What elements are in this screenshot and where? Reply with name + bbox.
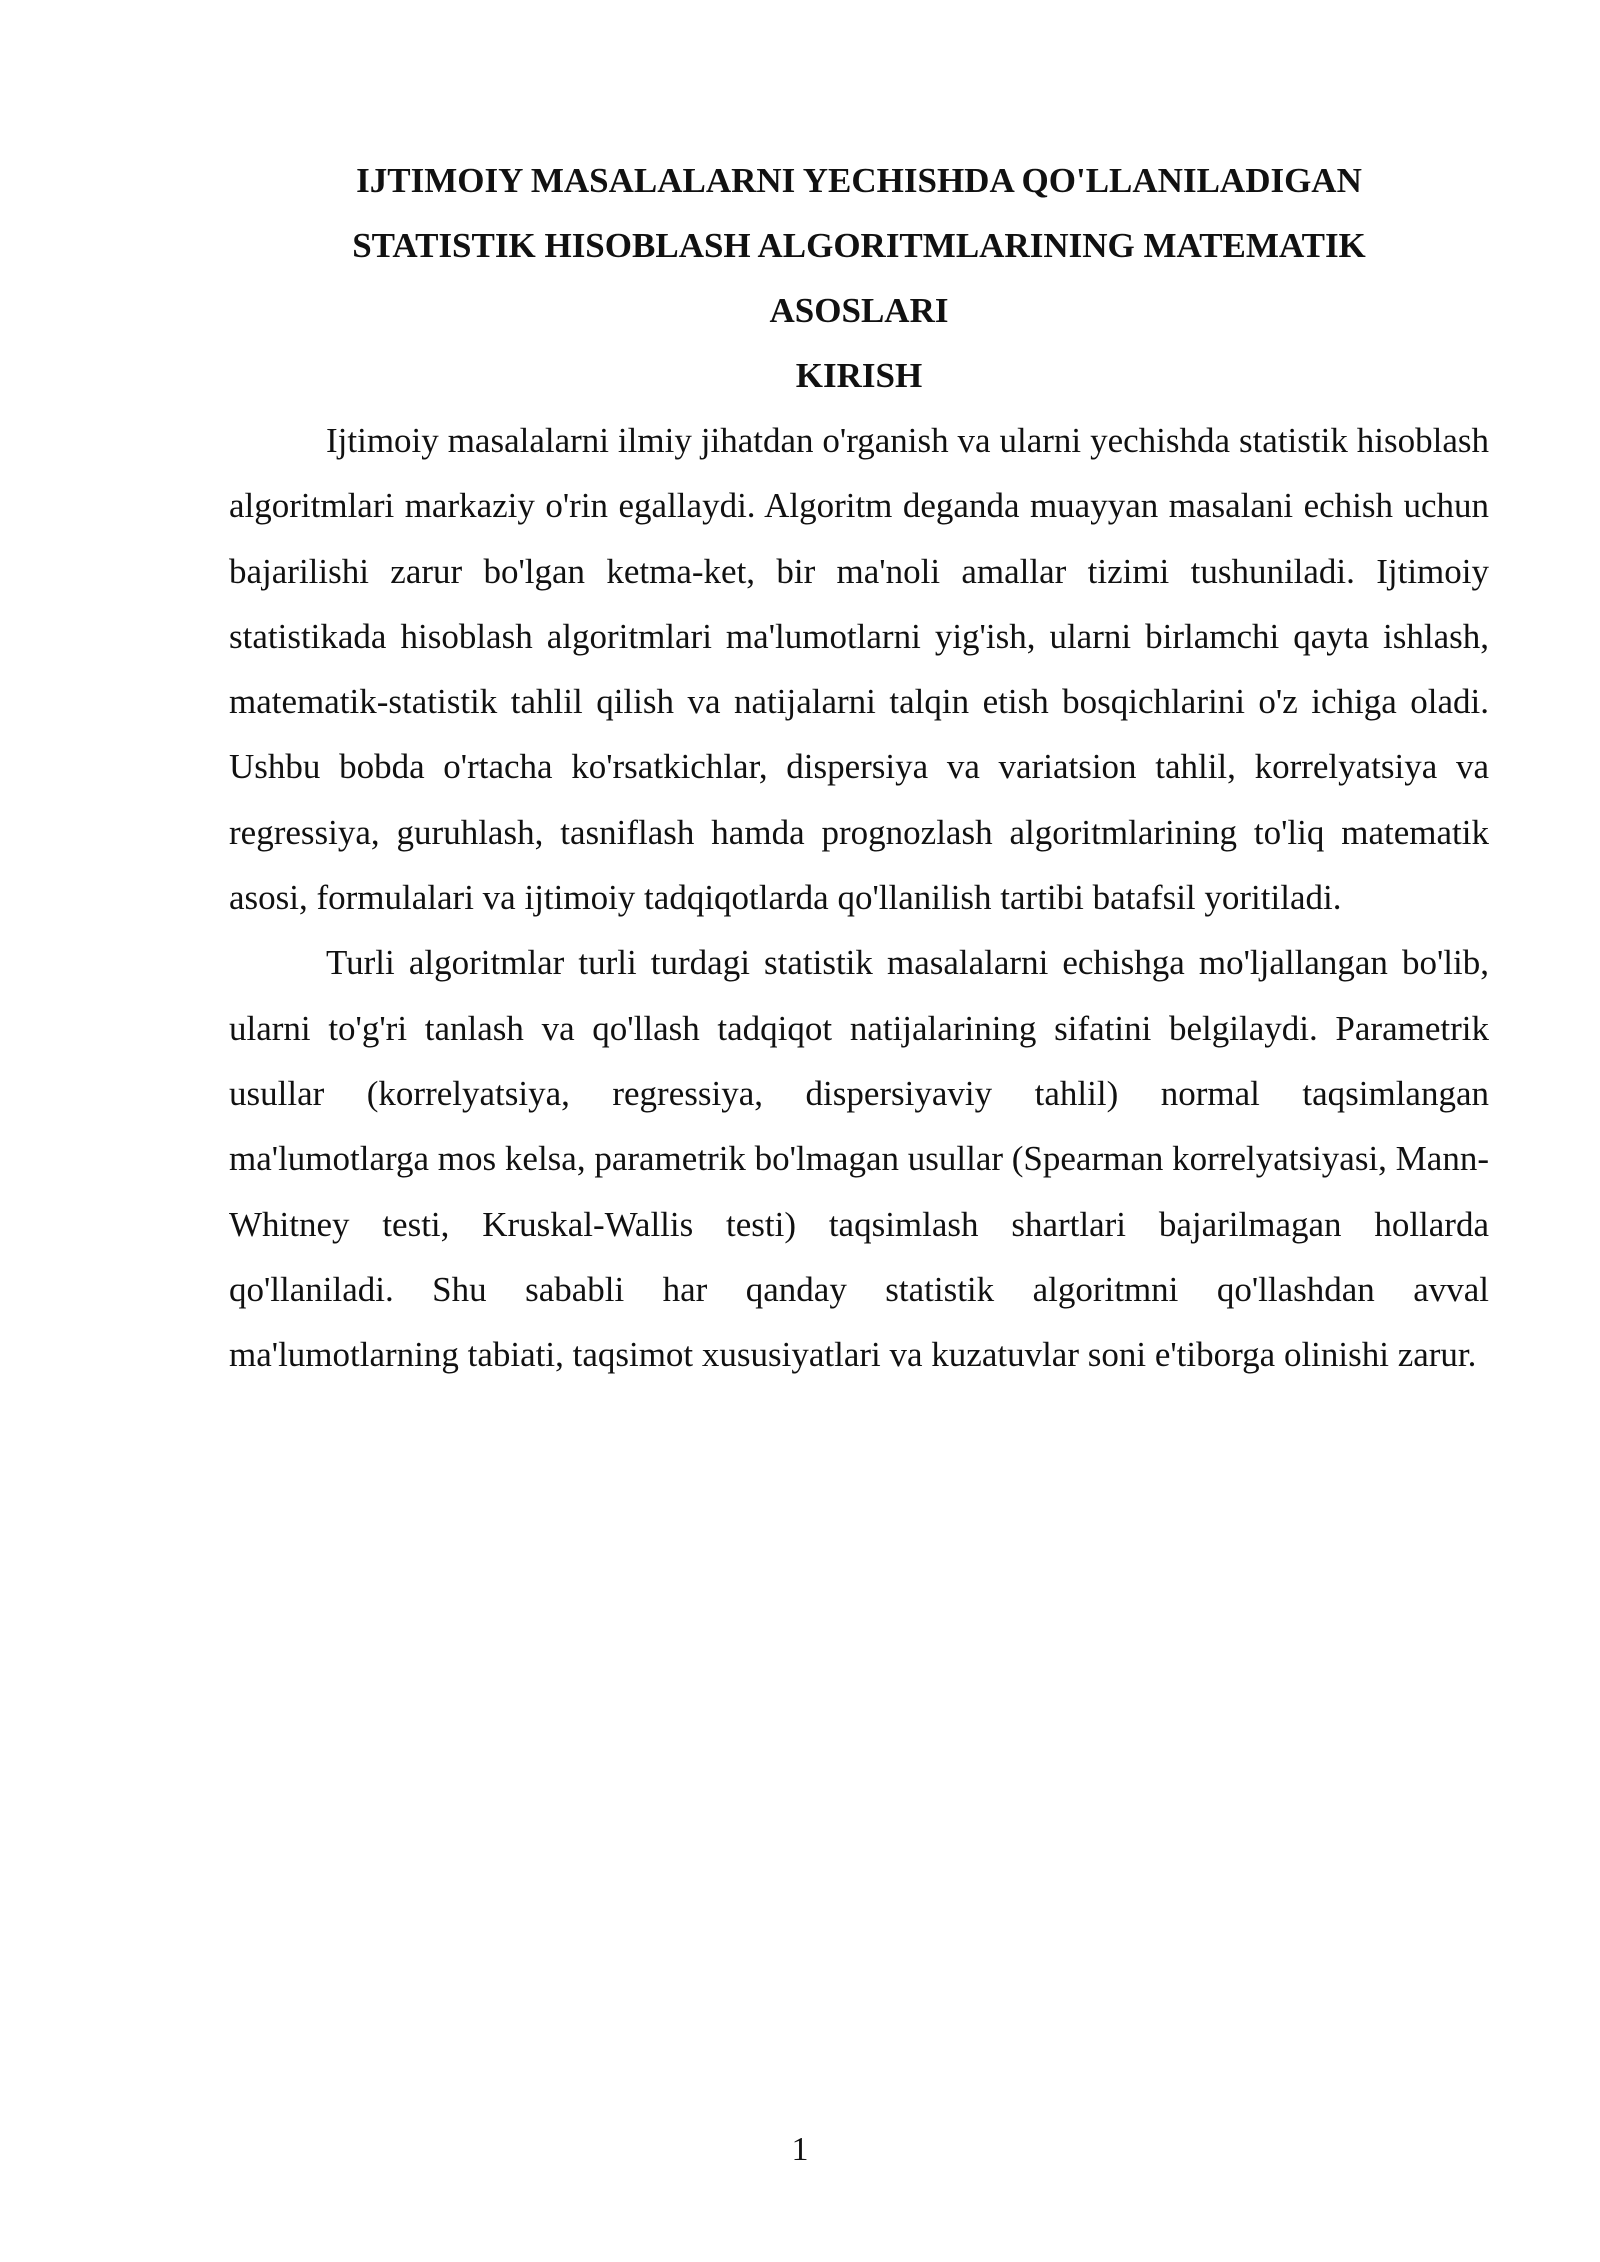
page-number: 1 — [791, 2131, 809, 2168]
title-line: ASOSLARI — [769, 291, 949, 330]
section-heading: KIRISH — [795, 356, 923, 395]
body-paragraph: Turli algoritmlar turli turdagi statistik masalalarni echishga mo'ljallangan bo'lib, ularni to'g'ri tanlash va qo'llash tadqiqot natijalarining sifatini belgilaydi. Parametrik usullar (korrelyatsiya, regressiya, dispersiyaviy tahlil) normal taqsimlangan ma'lumotlarga mos kelsa, parametrik bo'lmagan usullar (Spearman korrelyatsiyasi, Mann-Whitney testi, Kruskal-Wallis testi) taqsimlash shartlari bajarilmagan hollarda qo'llaniladi. Shu sababli har qanday statistik algoritmni qo'llashdan avval ma'lumotlarning tabiati, taqsimot xususiyatlari va kuzatuvlar soni e'tiborga olinishi zarur. — [229, 943, 1489, 1375]
body-paragraph: Ijtimoiy masalalarni ilmiy jihatdan o'rganish va ularni yechishda statistik hisoblash algoritmlari markaziy o'rin egallaydi. Algoritm deganda muayyan masalani echish uchun bajarilishi zarur bo'lgan ketma-ket, bir ma'noli amallar tizimi tushuniladi. Ijtimoiy statistikada hisoblash algoritmlari ma'lumotlarni yig'ish, ularni birlamchi qayta ishlash, matematik-statistik tahlil qilish va natijalarni talqin etish bosqichlarini o'z ichiga oladi. Ushbu bobda o'rtacha ko'rsatkichlar, dispersiya va variatsion tahlil, korrelyatsiya va regressiya, guruhlash, tasniflash hamda prognozlash algoritmlarining to'liq matematik asosi, formulalari va ijtimoiy tadqiqotlarda qo'llanilish tartibi batafsil yoritiladi. — [229, 421, 1489, 918]
title-line: STATISTIK HISOBLASH ALGORITMLARINING MATEMATIK — [352, 226, 1366, 265]
document-title — [229, 148, 1489, 343]
title-line: IJTIMOIY MASALALARNI YECHISHDA QO'LLANILADIGAN — [356, 161, 1362, 200]
page-content — [229, 148, 1489, 1387]
